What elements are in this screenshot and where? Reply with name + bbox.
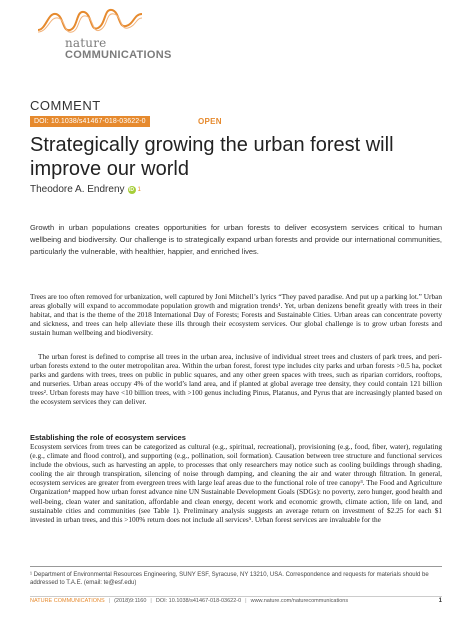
body-paragraph-2 [30, 352, 442, 407]
open-access-badge: OPEN [198, 117, 222, 126]
paragraph-text: The urban forest is defined to comprise all trees in the urban area, inclusive of individual street trees and clusters of park trees, and peri-urban forests extend to the outer metropolitan area. Within the urban forest, forest type includes city parks and urban forests >0.5 ha, pocket parks and gardens with trees, trees on public in public squares, and any other green spaces with trees, such as riparian corridors, rooftops, and nurseries. Urban areas occupy 4% of the world’s land area, and if planted at global average tree density, they could contain 121 billion trees². Urban forests may have <10 billion trees, with >100 genus including Pinus, Platanus, and Pyrus that are increasingly planted based on the ecosystem services they can deliver. [30, 352, 442, 407]
author-name[interactable]: Theodore A. Endreny [30, 184, 125, 195]
footnote-divider [30, 566, 442, 567]
logo-text-nature: nature [65, 36, 107, 50]
footer-separator: | [108, 598, 111, 604]
author-line [30, 184, 141, 195]
affiliation-mark: 1 [137, 186, 141, 193]
abstract-text: Growth in urban populations creates opportunities for urban forests to deliver ecosystem services critical to human wellbeing and biodiversity. Our challenge is to strategically expand urban forests and provide our international communities, particularly the vulnerable, with healthier, happier, and enriched lives. [30, 223, 442, 256]
article-title: Strategically growing the urban forest will improve our world [30, 134, 394, 180]
affiliation-footnote: ¹ Department of Environmental Resources Engineering, SUNY ESF, Syracuse, NY 13210, USA. Correspondence and requests for materials should be addressed to T.A.E. (email: te@esf.edu) [30, 572, 429, 586]
footer-separator: | [150, 598, 152, 604]
abstract [30, 222, 442, 258]
logo-wave-graphic [36, 6, 146, 36]
paragraph-text: Trees are too often removed for urbanization, well captured by Joni Mitchell’s lyrics “They paved paradise. And put up a parking lot.” Urban areas globally will expand to accommodate population growth and migration trends¹. Yet, urban denizens benefit greatly with trees in their habitat, and that is the theme of the 2018 International Day of Forests; Forests and Sustainable Cities. Urban areas can concentrate poverty and sickness, and trees can help alleviate these ills through their ecosystem services. Our global challenge is to grow urban forests and sustain human wellbeing and biodiversity. [30, 292, 442, 338]
logo-text-communications: COMMUNICATIONS [65, 49, 172, 61]
doi-badge[interactable]: DOI: 10.1038/s41467-018-03622-0 [30, 116, 150, 127]
page-footer [30, 598, 442, 604]
article-type-label: COMMENT [30, 98, 101, 113]
page-number: 1 [438, 598, 442, 604]
footer-doi[interactable]: DOI: 10.1038/s41467-018-03622-0 [155, 598, 242, 604]
footer-separator: | [245, 598, 247, 604]
footer-divider [30, 596, 442, 597]
body-paragraph-3 [30, 442, 442, 524]
journal-logo [30, 6, 172, 62]
paragraph-text: Ecosystem services from trees can be categorized as cultural (e.g., spiritual, recreational), provisioning (e.g., food, fiber, water), regulating (e.g., climate and flood control), and supporting (e.g., pollination, soil formation). Causation between tree structure and functional services include the obvious, such as harvesting an apple, to processes that only researchers may notice such as cooling buildings through shading, cooling the air through transpiration, silencing of noise through damping, and cleaning the air and water through filtration. In general, ecosystem services are greater from evergreen trees with large leaf areas due to the functional role of tree canopy³. The Food and Agriculture Organization⁴ mapped how urban forest advance nine UN Sustainable Development Goals (SDGs): no poverty, zero hunger, good health and well-being, clean water and sanitation, affordable and clean energy, decent work and economic growth, climate action, life on land, and sustainable cities and communities (see Table 1). Preliminary analysis suggests an average return on investment of $2.25 for each $1 invested in urban trees, and this >100% return does not include all services⁵. Urban forest services are invaluable for the [30, 442, 442, 524]
footer-journal: NATURE COMMUNICATIONS [30, 598, 105, 604]
orcid-icon[interactable]: iD [129, 186, 135, 193]
body-paragraph-1 [30, 292, 442, 337]
section-heading: Establishing the role of ecosystem services [30, 433, 186, 442]
footer-citation: (2018)9:1160 [114, 598, 147, 604]
footer-url[interactable]: www.nature.com/naturecommunications [250, 598, 349, 604]
